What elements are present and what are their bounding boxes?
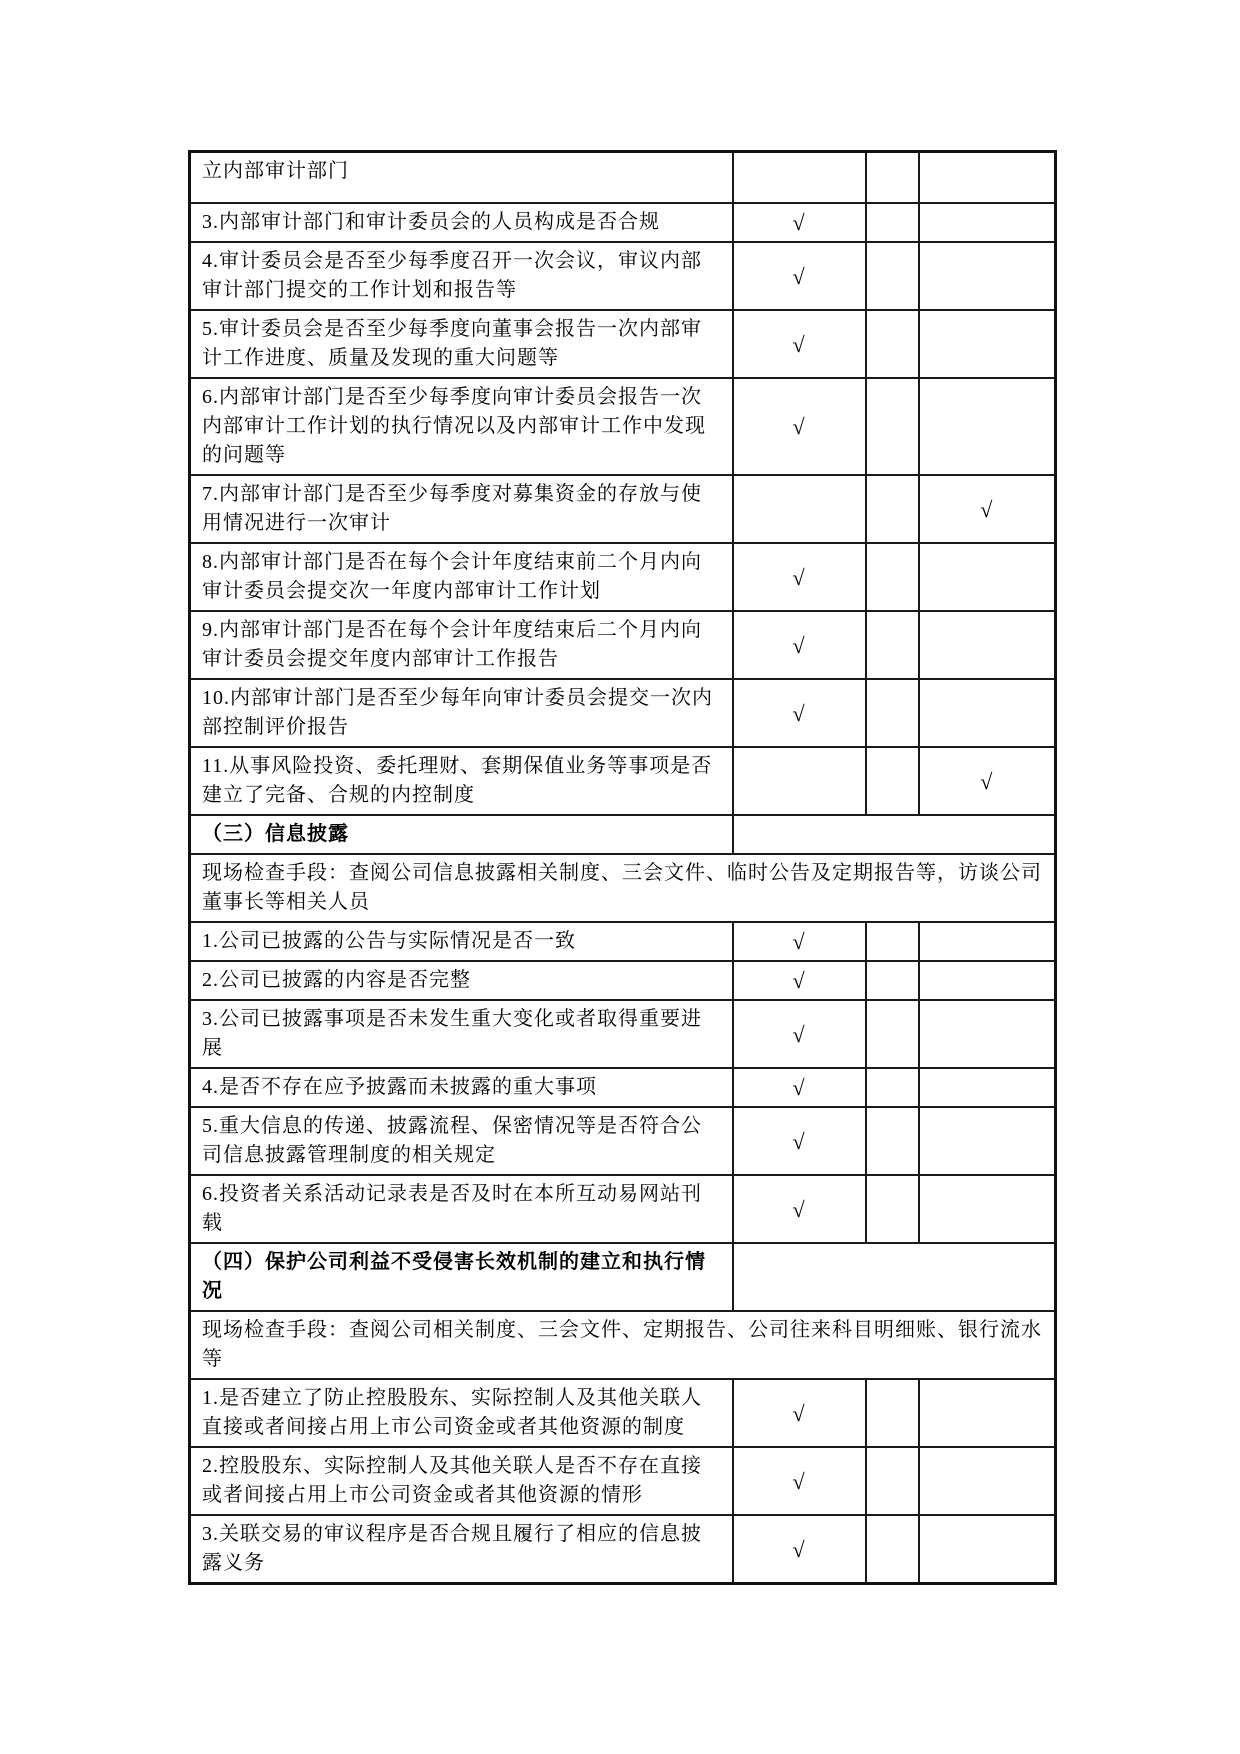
inspection-method-row bbox=[190, 1311, 1056, 1379]
question-cell: 5.审计委员会是否至少每季度向董事会报告一次内部审计工作进度、质量及发现的重大问题等 bbox=[190, 310, 733, 378]
checklist-item-row bbox=[190, 1107, 1056, 1175]
question-cell: 8.内部审计部门是否在每个会计年度结束前二个月内向审计委员会提交次一年度内部审计工作计划 bbox=[190, 543, 733, 611]
check-cell-2 bbox=[866, 1447, 919, 1515]
check-cell-3 bbox=[919, 543, 1056, 611]
section-empty-cell bbox=[733, 815, 1056, 854]
question-cell: 3.关联交易的审议程序是否合规且履行了相应的信息披露义务 bbox=[190, 1515, 733, 1584]
checklist-item-row bbox=[190, 378, 1056, 475]
question-cell: 4.是否不存在应予披露而未披露的重大事项 bbox=[190, 1068, 733, 1107]
check-cell-1: √ bbox=[733, 961, 866, 1000]
section-empty-cell bbox=[733, 1243, 1056, 1311]
checklist-item-row bbox=[190, 1000, 1056, 1068]
check-cell-2 bbox=[866, 310, 919, 378]
check-cell-3 bbox=[919, 1447, 1056, 1515]
check-cell-2 bbox=[866, 1515, 919, 1584]
check-cell-2 bbox=[866, 475, 919, 543]
inspection-method-text: 现场检查手段：查阅公司相关制度、三会文件、定期报告、公司往来科目明细账、银行流水等 bbox=[190, 1311, 1056, 1379]
section-title: （三）信息披露 bbox=[190, 815, 733, 854]
checklist-item-row bbox=[190, 475, 1056, 543]
check-cell-1 bbox=[733, 152, 866, 204]
check-cell-1: √ bbox=[733, 543, 866, 611]
check-cell-1: √ bbox=[733, 378, 866, 475]
checklist-body bbox=[190, 152, 1056, 1584]
question-cell: 6.内部审计部门是否至少每季度向审计委员会报告一次内部审计工作计划的执行情况以及内部审计工作中发现的问题等 bbox=[190, 378, 733, 475]
check-cell-2 bbox=[866, 961, 919, 1000]
check-cell-1: √ bbox=[733, 679, 866, 747]
question-cell: 11.从事风险投资、委托理财、套期保值业务等事项是否建立了完备、合规的内控制度 bbox=[190, 747, 733, 815]
check-cell-3 bbox=[919, 310, 1056, 378]
check-cell-3 bbox=[919, 1107, 1056, 1175]
check-cell-3 bbox=[919, 242, 1056, 310]
section-header-row bbox=[190, 1243, 1056, 1311]
check-cell-2 bbox=[866, 1000, 919, 1068]
checklist-item-row bbox=[190, 922, 1056, 961]
check-cell-3 bbox=[919, 679, 1056, 747]
check-cell-1: √ bbox=[733, 1107, 866, 1175]
question-cell-carryover: 立内部审计部门 bbox=[190, 152, 733, 204]
question-cell: 1.公司已披露的公告与实际情况是否一致 bbox=[190, 922, 733, 961]
section-title: （四）保护公司利益不受侵害长效机制的建立和执行情况 bbox=[190, 1243, 733, 1311]
check-cell-2 bbox=[866, 203, 919, 242]
check-cell-2 bbox=[866, 1379, 919, 1447]
check-cell-2 bbox=[866, 1107, 919, 1175]
check-cell-2 bbox=[866, 543, 919, 611]
checklist-item-row bbox=[190, 1447, 1056, 1515]
check-cell-3 bbox=[919, 1068, 1056, 1107]
check-cell-2 bbox=[866, 747, 919, 815]
question-cell: 2.控股股东、实际控制人及其他关联人是否不存在直接或者间接占用上市公司资金或者其他资源的情形 bbox=[190, 1447, 733, 1515]
inspection-method-text: 现场检查手段：查阅公司信息披露相关制度、三会文件、临时公告及定期报告等，访谈公司董事长等相关人员 bbox=[190, 854, 1056, 922]
check-cell-3 bbox=[919, 1379, 1056, 1447]
checklist-item-row bbox=[190, 611, 1056, 679]
question-cell: 1.是否建立了防止控股股东、实际控制人及其他关联人直接或者间接占用上市公司资金或者其他资源的制度 bbox=[190, 1379, 733, 1447]
check-cell-3 bbox=[919, 203, 1056, 242]
question-cell: 2.公司已披露的内容是否完整 bbox=[190, 961, 733, 1000]
inspection-method-row bbox=[190, 854, 1056, 922]
check-cell-2 bbox=[866, 611, 919, 679]
check-cell-1: √ bbox=[733, 1447, 866, 1515]
check-cell-1 bbox=[733, 747, 866, 815]
question-cell: 4.审计委员会是否至少每季度召开一次会议，审议内部审计部门提交的工作计划和报告等 bbox=[190, 242, 733, 310]
check-cell-3 bbox=[919, 961, 1056, 1000]
check-cell-3: √ bbox=[919, 747, 1056, 815]
check-cell-1: √ bbox=[733, 1379, 866, 1447]
checklist-item-row bbox=[190, 679, 1056, 747]
checklist-item-row bbox=[190, 203, 1056, 242]
check-cell-2 bbox=[866, 242, 919, 310]
check-cell-1: √ bbox=[733, 1000, 866, 1068]
check-cell-3 bbox=[919, 378, 1056, 475]
question-cell: 3.公司已披露事项是否未发生重大变化或者取得重要进展 bbox=[190, 1000, 733, 1068]
checklist-item-row bbox=[190, 242, 1056, 310]
check-cell-2 bbox=[866, 1175, 919, 1243]
checklist-item-row bbox=[190, 1175, 1056, 1243]
check-cell-3: √ bbox=[919, 475, 1056, 543]
checklist-item-row bbox=[190, 1068, 1056, 1107]
check-cell-2 bbox=[866, 1068, 919, 1107]
question-cell: 3.内部审计部门和审计委员会的人员构成是否合规 bbox=[190, 203, 733, 242]
checklist-item-row bbox=[190, 1515, 1056, 1584]
check-cell-3 bbox=[919, 611, 1056, 679]
check-cell-3 bbox=[919, 1175, 1056, 1243]
check-cell-2 bbox=[866, 378, 919, 475]
checklist-item-row bbox=[190, 310, 1056, 378]
check-cell-1: √ bbox=[733, 1175, 866, 1243]
check-cell-1: √ bbox=[733, 203, 866, 242]
check-cell-1: √ bbox=[733, 310, 866, 378]
question-cell: 9.内部审计部门是否在每个会计年度结束后二个月内向审计委员会提交年度内部审计工作报告 bbox=[190, 611, 733, 679]
check-cell-2 bbox=[866, 152, 919, 204]
check-cell-2 bbox=[866, 922, 919, 961]
check-cell-1: √ bbox=[733, 1068, 866, 1107]
check-cell-3 bbox=[919, 922, 1056, 961]
checklist-item-row bbox=[190, 1379, 1056, 1447]
checklist-item-row bbox=[190, 152, 1056, 204]
check-cell-1: √ bbox=[733, 611, 866, 679]
check-cell-3 bbox=[919, 1515, 1056, 1584]
check-cell-2 bbox=[866, 679, 919, 747]
question-cell: 10.内部审计部门是否至少每年向审计委员会提交一次内部控制评价报告 bbox=[190, 679, 733, 747]
checklist-item-row bbox=[190, 961, 1056, 1000]
question-cell: 5.重大信息的传递、披露流程、保密情况等是否符合公司信息披露管理制度的相关规定 bbox=[190, 1107, 733, 1175]
question-cell: 6.投资者关系活动记录表是否及时在本所互动易网站刊载 bbox=[190, 1175, 733, 1243]
check-cell-1: √ bbox=[733, 242, 866, 310]
check-cell-3 bbox=[919, 1000, 1056, 1068]
checklist-item-row bbox=[190, 543, 1056, 611]
inspection-checklist-table bbox=[188, 150, 1057, 1585]
check-cell-1: √ bbox=[733, 1515, 866, 1584]
check-cell-3 bbox=[919, 152, 1056, 204]
checklist-item-row bbox=[190, 747, 1056, 815]
section-header-row bbox=[190, 815, 1056, 854]
question-cell: 7.内部审计部门是否至少每季度对募集资金的存放与使用情况进行一次审计 bbox=[190, 475, 733, 543]
check-cell-1 bbox=[733, 475, 866, 543]
check-cell-1: √ bbox=[733, 922, 866, 961]
